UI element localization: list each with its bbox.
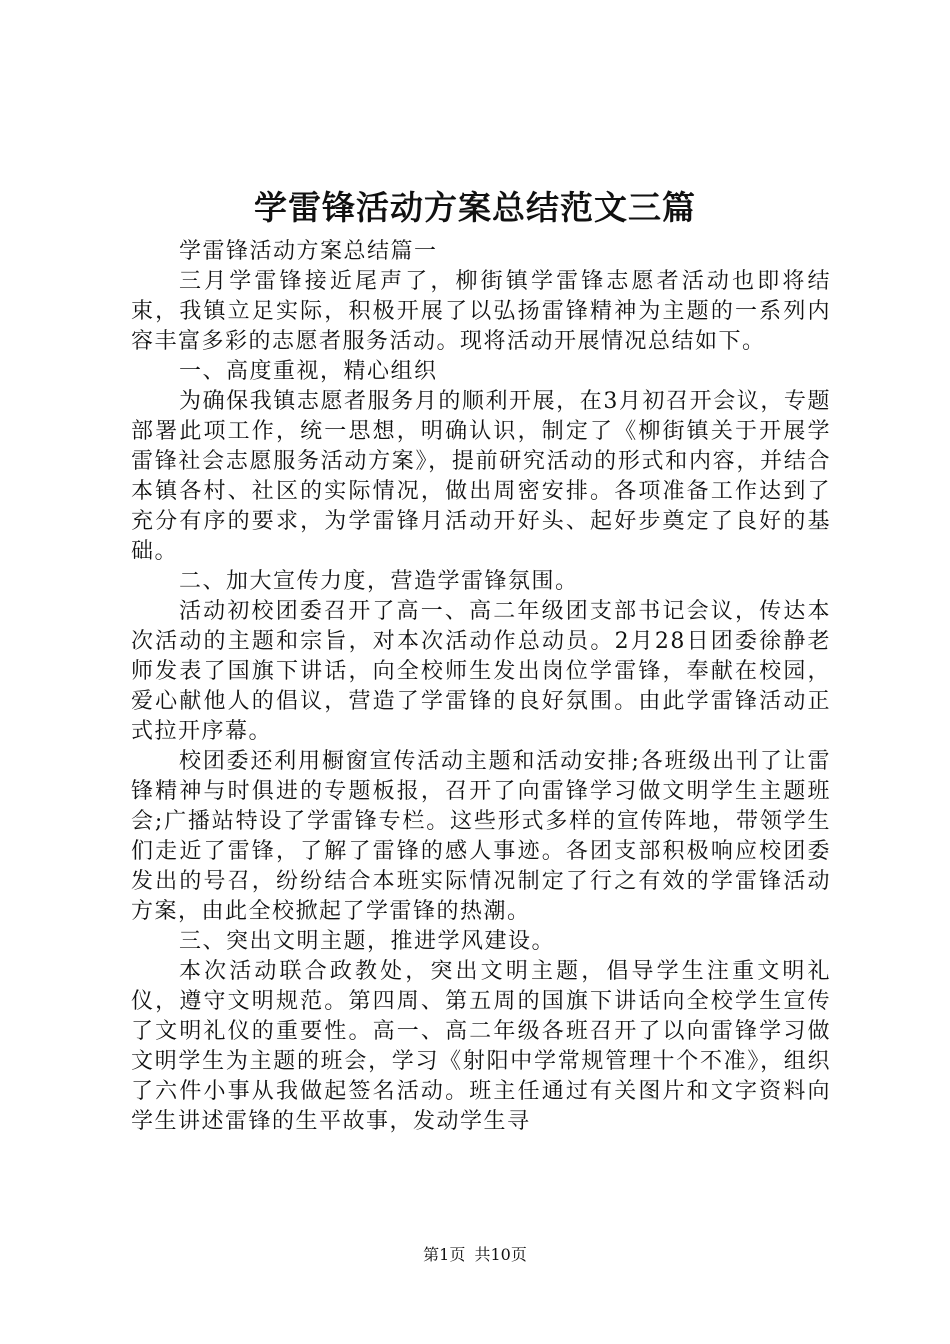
document-body [131, 237, 831, 1137]
document-title: 学雷锋活动方案总结范文三篇 [254, 188, 696, 227]
section-heading: 三、突出文明主题，推进学风建设。 [179, 929, 556, 954]
section-heading: 二、加大宣传力度，营造学雷锋氛围。 [179, 569, 579, 594]
paragraph: 活动初校团委召开了高一、高二年级团支部书记会议，传达本次活动的主题和宗旨，对本次活动作总动员。2月28日团委徐静老师发表了国旗下讲话，向全校师生发出岗位学雷锋，奉献在校园，爱心献他人的倡议，营造了学雷锋的良好氛围。由此学雷锋活动正式拉开序幕。 [131, 599, 831, 744]
chapter-heading: 学雷锋活动方案总结篇一 [179, 239, 438, 264]
section-heading: 一、高度重视，精心组织 [179, 359, 438, 384]
page-total: 共10页 [474, 1245, 527, 1264]
paragraph: 为确保我镇志愿者服务月的顺利开展，在3月初召开会议，专题部署此项工作，统一思想，明确认识，制定了《柳街镇关于开展学雷锋社会志愿服务活动方案》，提前研究活动的形式和内容，并结合本镇各村、社区的实际情况，做出周密安排。各项准备工作达到了充分有序的要求，为学雷锋月活动开好头、起好步奠定了良好的基础。 [131, 389, 831, 564]
page-number: 第1页 [423, 1245, 466, 1264]
paragraph: 三月学雷锋接近尾声了，柳街镇学雷锋志愿者活动也即将结束，我镇立足实际，积极开展了以弘扬雷锋精神为主题的一系列内容丰富多彩的志愿者服务活动。现将活动开展情况总结如下。 [131, 269, 831, 354]
paragraph: 校团委还利用橱窗宣传活动主题和活动安排;各班级出刊了让雷锋精神与时俱进的专题板报，召开了向雷锋学习做文明学生主题班会;广播站特设了学雷锋专栏。这些形式多样的宣传阵地，带领学生们走近了雷锋，了解了雷锋的感人事迹。各团支部积极响应校团委发出的号召，纷纷结合本班实际情况制定了行之有效的学雷锋活动方案，由此全校掀起了学雷锋的热潮。 [131, 749, 831, 924]
paragraph: 本次活动联合政教处，突出文明主题，倡导学生注重文明礼仪，遵守文明规范。第四周、第五周的国旗下讲话向全校学生宣传了文明礼仪的重要性。高一、高二年级各班召开了以向雷锋学习做文明学生为主题的班会，学习《射阳中学常规管理十个不准》，组织了六件小事从我做起签名活动。班主任通过有关图片和文字资料向学生讲述雷锋的生平故事，发动学生寻 [131, 959, 831, 1134]
page-footer [0, 1244, 950, 1266]
